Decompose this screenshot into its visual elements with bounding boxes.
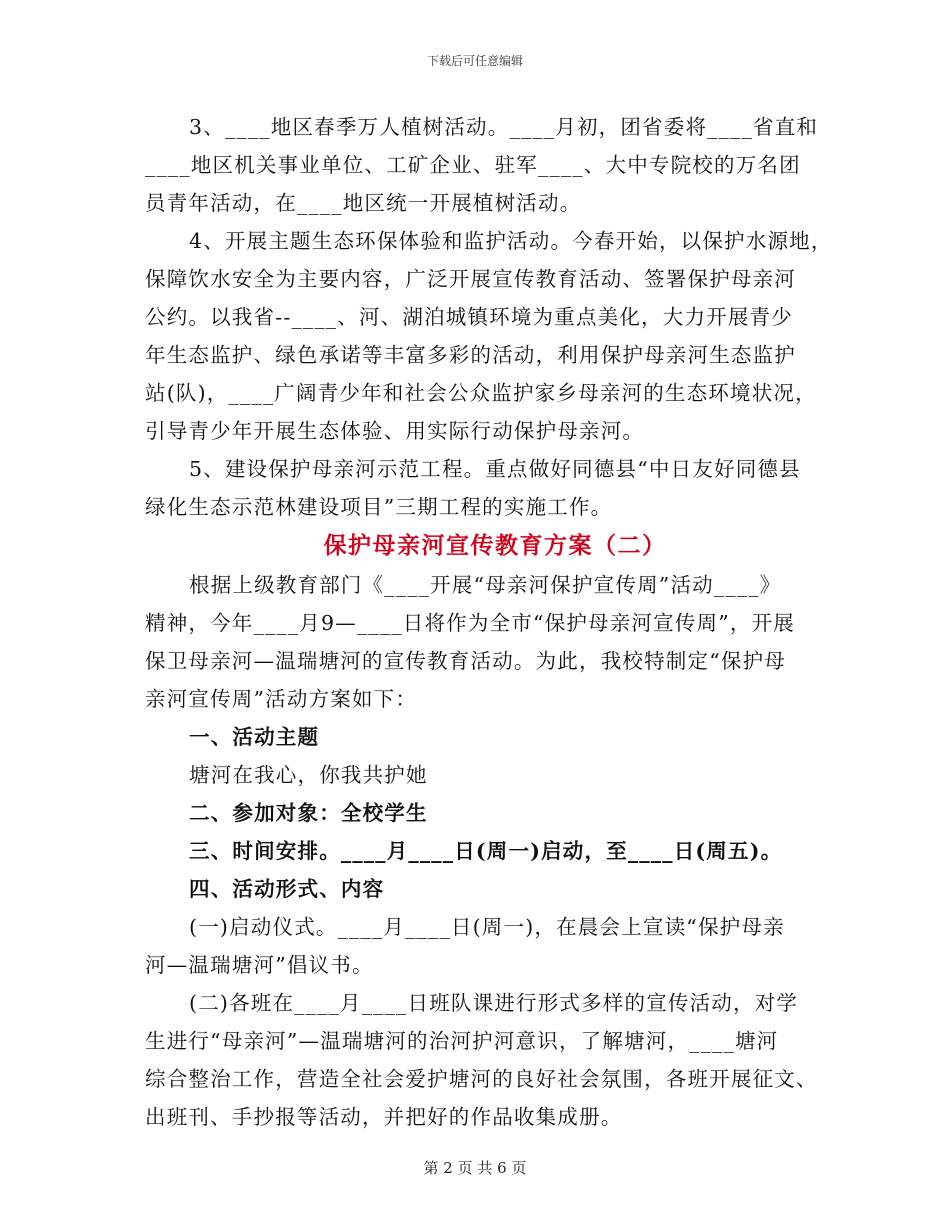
paragraph-line: 保障饮水安全为主要内容，广泛开展宣传教育活动、签署保护母亲河 xyxy=(145,267,796,291)
section-heading: 一、活动主题 xyxy=(189,725,320,749)
paragraph-line: (二)各班在____月____日班队课进行形式多样的宣传活动，对学 xyxy=(189,991,799,1015)
paragraph-line: 生进行“母亲河”—温瑞塘河的治河护河意识，了解塘河，____塘河 xyxy=(145,1029,779,1053)
paragraph-line: 河—温瑞塘河”倡议书。 xyxy=(145,953,374,977)
paragraph-line: 引导青少年开展生态体验、用实际行动保护母亲河。 xyxy=(145,419,645,443)
page-number: 第 2 页 共 6 页 xyxy=(423,1159,527,1177)
section-heading: 三、时间安排。____月____日(周一)启动，至____日(周五)。 xyxy=(189,839,783,863)
paragraph-line: 公约。以我省--____、河、湖泊城镇环境为重点美化，大力开展青少 xyxy=(145,305,793,329)
paragraph-line: 出班刊、手抄报等活动，并把好的作品收集成册。 xyxy=(145,1105,623,1129)
section-title: 保护母亲河宣传教育方案（二） xyxy=(323,532,667,559)
paragraph-line: 综合整治工作，营造全社会爱护塘河的良好社会氛围，各班开展征文、 xyxy=(145,1067,818,1091)
paragraph-line: 3、____地区春季万人植树活动。____月初，团省委将____省直和 xyxy=(189,115,819,139)
page-header: 下载后可任意编辑 xyxy=(426,54,523,68)
paragraph-line: 站(队)，____广阔青少年和社会公众监护家乡母亲河的生态环境状况， xyxy=(145,381,817,405)
paragraph-line: 5、建设保护母亲河示范工程。重点做好同德县“中日友好同德县 xyxy=(189,457,801,481)
paragraph-line: ____地区机关事业单位、工矿企业、驻军____、大中专院校的万名团 xyxy=(145,153,801,177)
paragraph-line: 塘河在我心，你我共护她 xyxy=(189,763,428,787)
paragraph-line: 精神，今年____月9—____日将作为全市“保护母亲河宣传周”，开展 xyxy=(145,611,796,635)
paragraph-line: 亲河宣传周”活动方案如下： xyxy=(145,687,418,711)
paragraph-line: 4、开展主题生态环保体验和监护活动。今春开始，以保护水源地， xyxy=(189,229,833,253)
section-heading: 二、参加对象：全校学生 xyxy=(189,801,428,825)
section-heading: 四、活动形式、内容 xyxy=(189,877,385,901)
paragraph-line: 保卫母亲河—温瑞塘河的宣传教育活动。为此，我校特制定“保护母 xyxy=(145,649,786,673)
paragraph-line: 根据上级教育部门《____开展“母亲河保护宣传周”活动____》 xyxy=(189,573,782,597)
paragraph-line: 员青年活动，在____地区统一开展植树活动。 xyxy=(145,191,582,215)
paragraph-line: 绿化生态示范林建设项目”三期工程的实施工作。 xyxy=(145,495,613,519)
paragraph-line: 年生态监护、绿色承诺等丰富多彩的活动，利用保护母亲河生态监护 xyxy=(145,343,796,367)
paragraph-line: (一)启动仪式。____月____日(周一)，在晨会上宣读“保护母亲 xyxy=(189,915,785,939)
document-body xyxy=(145,108,833,1136)
